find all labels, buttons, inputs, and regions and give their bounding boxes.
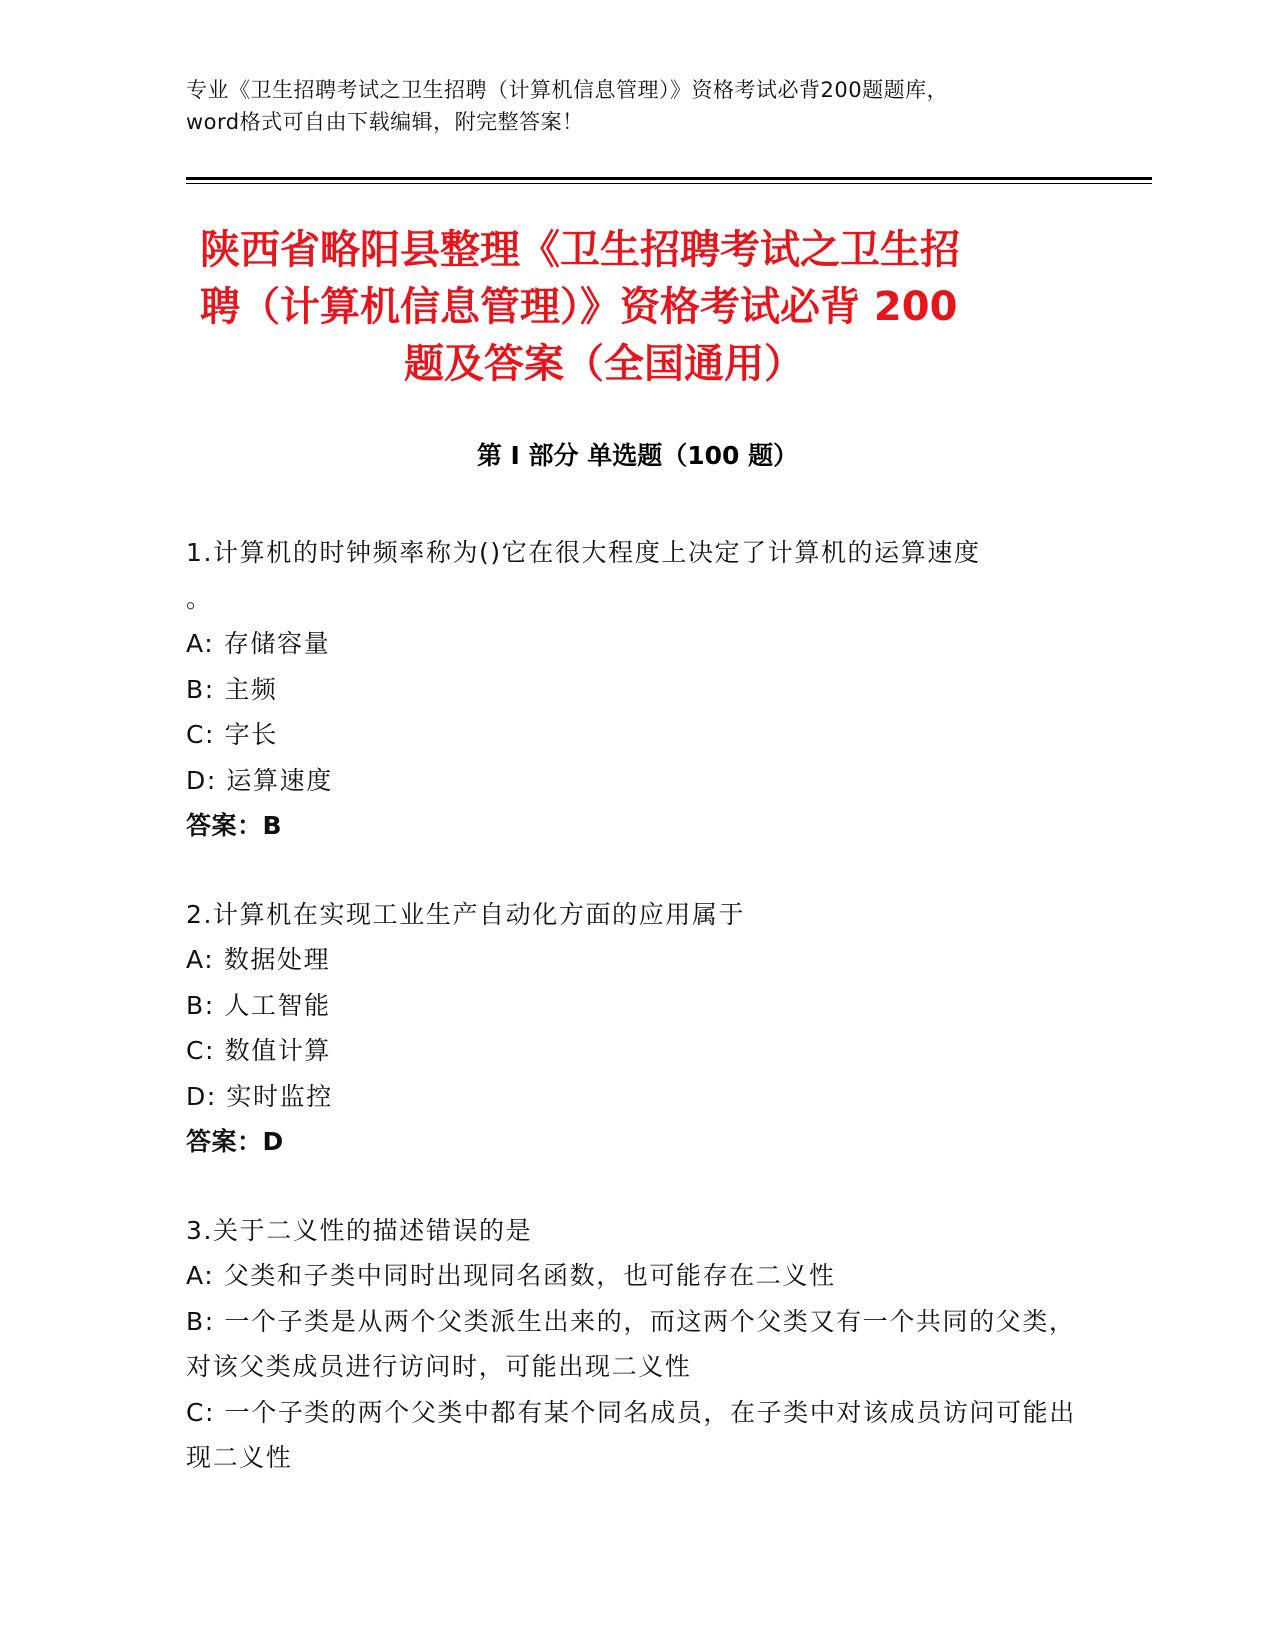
document-title-line-1: 陕西省略阳县整理《卫生招聘考试之卫生招 — [200, 227, 960, 273]
option-d: D: 实时监控 — [186, 1081, 333, 1111]
option-b: B: 主频 — [186, 674, 278, 704]
option-c: C: 字长 — [186, 720, 278, 749]
question-stem: 1.计算机的时钟频率称为()它在很大程度上决定了计算机的运算速度 — [186, 538, 981, 567]
question-stem-continuation: 。 — [186, 583, 213, 613]
option-a: A: 数据处理 — [186, 945, 331, 974]
header-note — [186, 74, 1086, 138]
option-c: C: 数值计算 — [186, 1036, 332, 1065]
document-title-line-2: 聘（计算机信息管理）》资格考试必背 200 — [200, 284, 958, 330]
header-note-line-2: word格式可自由下载编辑，附完整答案！ — [186, 110, 584, 134]
header-note-line-1: 专业《卫生招聘考试之卫生招聘（计算机信息管理）》资格考试必背200题题库， — [186, 78, 949, 102]
question-stem: 3.关于二义性的描述错误的是 — [186, 1215, 533, 1245]
question-list — [186, 530, 1086, 1524]
option-b: B: 一个子类是从两个父类派生出来的，而这两个父类又有一个共同的父类，对该父类成员进行访问时，可能出现二义性 — [186, 1306, 1076, 1381]
section-heading: 第 I 部分 单选题（100 题） — [476, 441, 799, 470]
option-a: A: 父类和子类中同时出现同名函数，也可能存在二义性 — [186, 1261, 836, 1290]
question-3 — [186, 1208, 1086, 1481]
answer-line: 答案：B — [186, 811, 283, 840]
option-b: B: 人工智能 — [186, 990, 331, 1020]
question-stem: 2.计算机在实现工业生产自动化方面的应用属于 — [186, 899, 746, 929]
question-1 — [186, 530, 1086, 849]
header-divider-thin — [186, 183, 1152, 184]
option-c: C: 一个子类的两个父类中都有某个同名成员，在子类中对该成员访问可能出现二义性 — [186, 1397, 1076, 1472]
document-title-line-3: 题及答案（全国通用） — [404, 341, 804, 387]
option-d: D: 运算速度 — [186, 765, 333, 795]
header-divider-thick — [186, 177, 1152, 180]
answer-line: 答案：D — [186, 1127, 284, 1156]
option-a: A: 存储容量 — [186, 629, 331, 658]
document-title — [186, 222, 1086, 393]
question-2 — [186, 892, 1086, 1165]
